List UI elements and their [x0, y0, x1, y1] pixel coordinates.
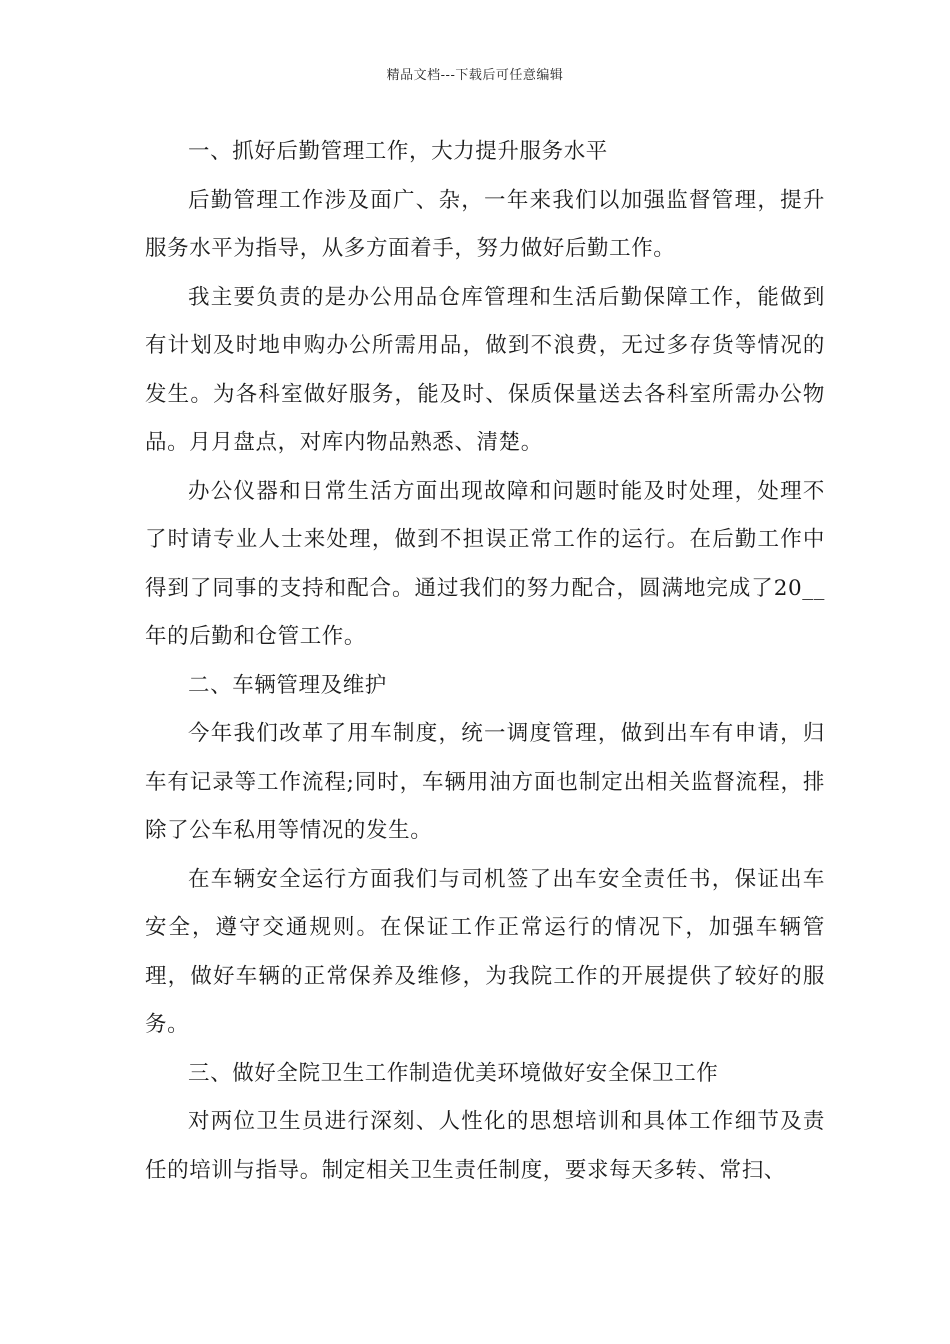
paragraph: 办公仪器和日常生活方面出现故障和问题时能及时处理，处理不了时请专业人士来处理，做到不担误正常工作的运行。在后勤工作中得到了同事的支持和配合。通过我们的努力配合，圆满地完成了20__年的后勤和仓管工作。	[145, 478, 825, 649]
paragraph: 在车辆安全运行方面我们与司机签了出车安全责任书，保证出车安全，遵守交通规则。在保证工作正常运行的情况下，加强车辆管理，做好车辆的正常保养及维修，为我院工作的开展提供了较好的服务。	[145, 866, 825, 1037]
document-body	[145, 128, 825, 1195]
section-heading-2: 二、车辆管理及维护	[188, 672, 387, 698]
paragraph: 对两位卫生员进行深刻、人性化的思想培训和具体工作细节及责任的培训与指导。制定相关卫生责任制度，要求每天多转、常扫、	[145, 1109, 825, 1183]
section-heading-1: 一、抓好后勤管理工作，大力提升服务水平	[188, 139, 608, 164]
section-heading-3: 三、做好全院卫生工作制造优美环境做好安全保卫工作	[188, 1060, 719, 1086]
page-header: 精品文档---下载后可任意编辑	[386, 68, 564, 83]
paragraph: 后勤管理工作涉及面广、杂，一年来我们以加强监督管理，提升服务水平为指导，从多方面着手，努力做好后勤工作。	[145, 187, 825, 261]
paragraph: 今年我们改革了用车制度，统一调度管理，做到出车有申请，归车有记录等工作流程;同时，车辆用油方面也制定出相关监督流程，排除了公车私用等情况的发生。	[145, 721, 825, 843]
paragraph: 我主要负责的是办公用品仓库管理和生活后勤保障工作，能做到有计划及时地申购办公所需用品，做到不浪费，无过多存货等情况的发生。为各科室做好服务，能及时、保质保量送去各科室所需办公物品。月月盘点，对库内物品熟悉、清楚。	[145, 284, 825, 455]
